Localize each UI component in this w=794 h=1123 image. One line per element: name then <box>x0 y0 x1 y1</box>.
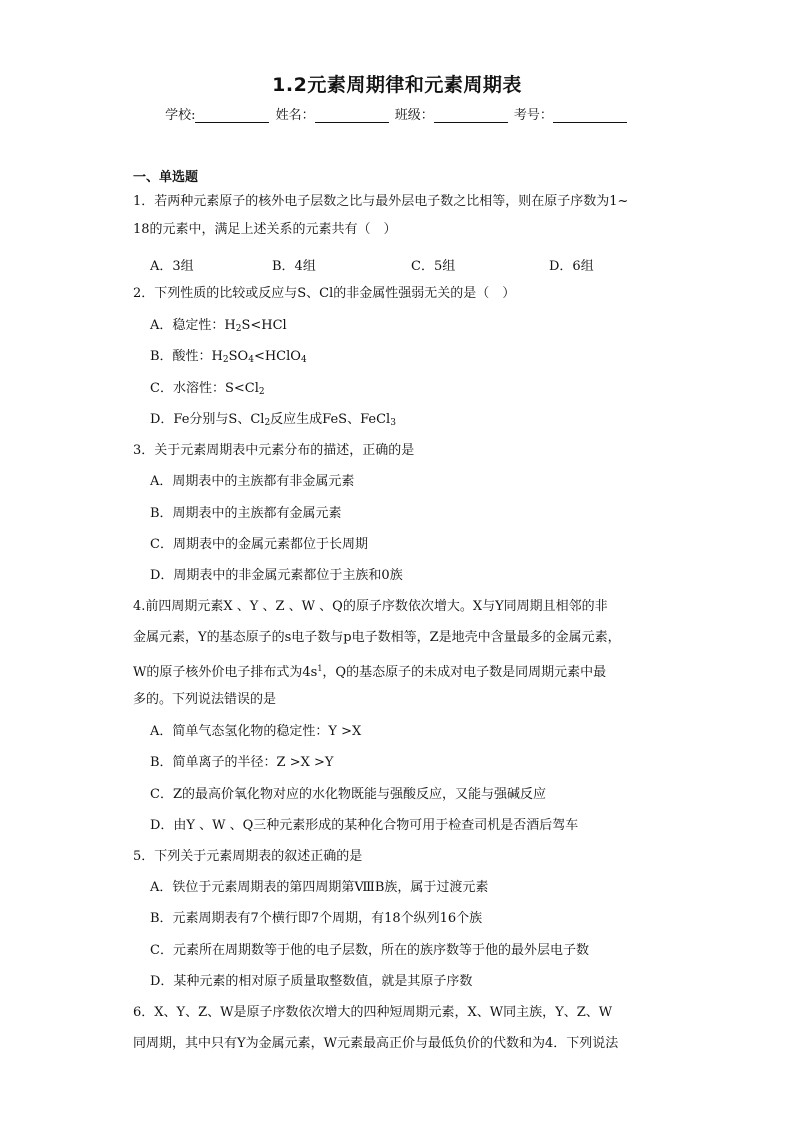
question-1-line-2: 18的元素中，满足上述关系的元素共有（ ） <box>133 222 397 237</box>
question-6-line-1: 6．X、Y、Z、W是原子序数依次增大的四种短周期元素，X、W同主族，Y、Z、W <box>133 1005 613 1020</box>
question-6-line-2: 同周期，其中只有Y为金属元素，W元素最高正价与最低负价的代数和为4．下列说法 <box>133 1036 619 1051</box>
q4-option-d: D．由Y 、W 、Q三种元素形成的某种化合物可用于检查司机是否酒后驾车 <box>150 818 579 833</box>
q3-option-c: C．周期表中的金属元素都位于长周期 <box>150 537 368 552</box>
question-4-line-3: W的原子核外价电子排布式为$4s^1$，Q的基态原子的未成对电子数是同周期元素中最 <box>133 664 607 680</box>
exam-number-blank[interactable] <box>553 108 627 123</box>
q1-option-a: A．3组 <box>150 259 194 274</box>
q5-option-a: A．铁位于元素周期表的第四周期第ⅧB族，属于过渡元素 <box>150 880 489 895</box>
school-blank[interactable] <box>195 108 269 123</box>
q3-option-d: D．周期表中的非金属元素都位于主族和0族 <box>150 568 403 583</box>
q5-option-c: C．元素所在周期数等于他的电子层数，所在的族序数等于他的最外层电子数 <box>150 943 589 958</box>
q2-option-b: B．酸性：$H_2SO_4<HClO_4$ <box>150 349 307 365</box>
q4-option-b: B．简单离子的半径：Z >X >Y <box>150 755 334 770</box>
q5-option-b: B．元素周期表有7个横行即7个周期，有18个纵列16个族 <box>150 911 483 926</box>
q3-option-b: B．周期表中的主族都有金属元素 <box>150 506 342 521</box>
q4-option-a: A．简单气态氢化物的稳定性：Y >X <box>150 724 362 739</box>
q5-option-d: D．某种元素的相对原子质量取整数值，就是其原子序数 <box>150 974 473 989</box>
question-1-line-1: 1．若两种元素原子的核外电子层数之比与最外层电子数之比相等，则在原子序数为1~ <box>133 194 629 209</box>
exam-number-label: 考号： <box>513 108 553 123</box>
question-3-stem: 3．关于元素周期表中元素分布的描述，正确的是 <box>133 443 415 458</box>
student-info-line <box>0 104 794 123</box>
name-blank[interactable] <box>315 108 389 123</box>
page-title: 1.2元素周期律和元素周期表 <box>272 74 522 96</box>
q1-option-d: D．6组 <box>549 259 594 274</box>
name-label: 姓名： <box>275 108 315 123</box>
question-4-line-2: 金属元素，Y的基态原子的s电子数与p电子数相等，Z是地壳中含量最多的金属元素， <box>133 630 621 645</box>
school-label: 学校: <box>165 108 196 123</box>
q1-option-c: C．5组 <box>411 259 456 274</box>
question-2-stem: 2．下列性质的比较或反应与S、Cl的非金属性强弱无关的是（ ） <box>133 286 516 301</box>
class-label: 班级： <box>394 108 434 123</box>
q4-option-c: C．Z的最高价氧化物对应的水化物既能与强酸反应，又能与强碱反应 <box>150 787 546 802</box>
q2-option-d: D．Fe分别与S、$Cl_2$反应生成FeS、FeCl$_3$ <box>150 412 396 428</box>
q2-option-c: C．水溶性：$S<Cl_2$ <box>150 381 265 397</box>
section-heading: 一、单选题 <box>133 170 199 185</box>
question-5-stem: 5．下列关于元素周期表的叙述正确的是 <box>133 849 363 864</box>
q2-option-a: A．稳定性：$H_2S<HCl$ <box>150 318 287 334</box>
question-4-line-4: 多的。下列说法错误的是 <box>133 692 277 707</box>
class-blank[interactable] <box>434 108 508 123</box>
q3-option-a: A．周期表中的主族都有非金属元素 <box>150 474 355 489</box>
q1-option-b: B．4组 <box>272 259 316 274</box>
question-4-line-1: 4.前四周期元素X 、Y 、Z 、W 、Q的原子序数依次增大。X与Y同周期且相邻的非 <box>133 599 608 614</box>
